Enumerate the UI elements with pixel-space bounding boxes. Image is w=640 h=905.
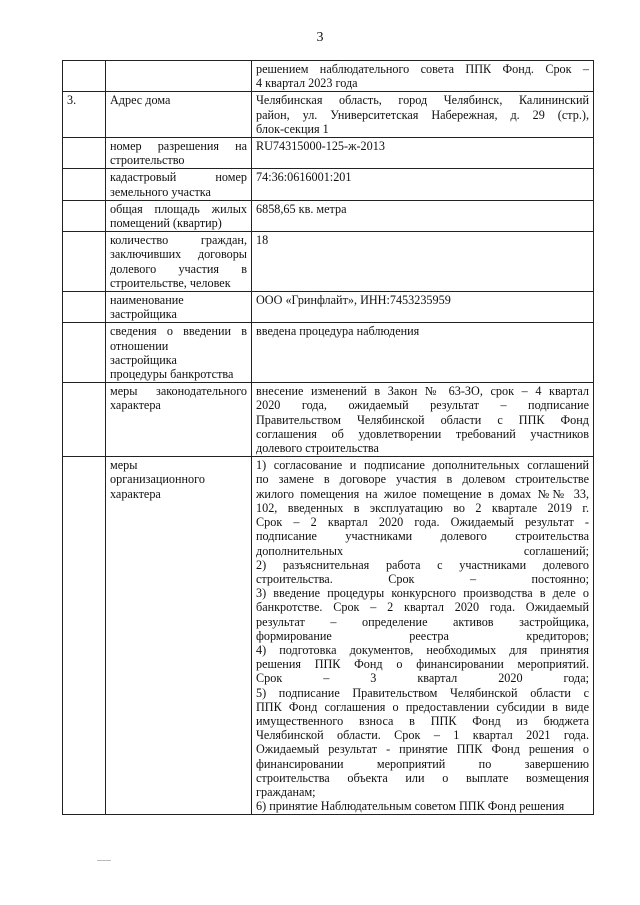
row-value-line: ООО «Гринфлайт», ИНН:7453235959 <box>256 293 451 308</box>
table-row <box>63 61 594 92</box>
row-label-line: характера <box>110 486 161 501</box>
row-value-line: банкротстве. Срок – 2 квартал 2020 года. Ожидаемый <box>256 600 589 615</box>
row-value-line: район, ул. Университетская Набережная, д. 29 (стр.), <box>256 107 589 122</box>
row-value-line: подписание участниками долевого строительства <box>256 529 589 544</box>
row-value-line: дополнительных соглашений; <box>256 543 589 558</box>
row-label <box>106 169 252 200</box>
row-value <box>252 323 594 383</box>
row-label-line: общая площадь жилых <box>110 201 247 216</box>
row-value-line: долевого строительства <box>256 441 379 456</box>
row-label-line: земельного участка <box>110 184 211 199</box>
row-value-line: по замене в договоре участия в долевом строительстве <box>256 472 589 487</box>
row-value <box>252 232 594 292</box>
row-value-line: 6858,65 кв. метра <box>256 201 347 216</box>
row-value-line: финансировании мероприятий по завершению <box>256 756 589 771</box>
row-label <box>106 457 252 815</box>
row-label-line: строительстве, человек <box>110 275 231 290</box>
document-table <box>62 60 594 815</box>
row-value-line: гражданам; <box>256 784 316 799</box>
row-value-line: 1) согласование и подписание дополнительных соглашений <box>256 458 589 473</box>
row-value-line: 74:36:0616001:201 <box>256 170 352 185</box>
row-value-line: результат – определение активов застройщика, <box>256 614 589 629</box>
row-value-line: блок-секция 1 <box>256 121 329 136</box>
row-number <box>63 383 106 457</box>
row-value-line: 102, введенных в эксплуатацию во 2 квартале 2019 г. <box>256 500 589 515</box>
row-label-line: заключивших договоры <box>110 247 247 262</box>
row-label-line: наименование <box>110 293 184 308</box>
row-value-line: Челябинской области. Срок – 1 квартал 2021 года. <box>256 728 589 743</box>
row-value-line: введена процедура наблюдения <box>256 324 420 339</box>
row-label-line: застройщика <box>110 352 177 367</box>
row-value <box>252 457 594 815</box>
row-value-line: 4) подготовка документов, необходимых для принятия <box>256 642 589 657</box>
row-label-line: количество граждан, <box>110 233 247 248</box>
table-row <box>63 92 594 138</box>
row-label-line: застройщика <box>110 307 177 322</box>
row-number <box>63 323 106 383</box>
row-value-line: соглашения об удовлетворении требований участников <box>256 426 589 441</box>
table-row <box>63 457 594 815</box>
row-value-line: 6) принятие Наблюдательным советом ППК Фонд решения <box>256 799 565 814</box>
row-value-line: Челябинская область, город Челябинск, Калининский <box>256 93 589 108</box>
table-row <box>63 200 594 231</box>
row-value-line: Срок – 3 квартал 2020 года; <box>256 671 589 686</box>
row-value-line: решения ППК Фонд о финансировании мероприятий. <box>256 657 589 672</box>
row-value-line: 3) введение процедуры конкурсного производства в деле о <box>256 586 589 601</box>
row-value-line: решением наблюдательного совета ППК Фонд. Срок – <box>256 62 589 76</box>
row-value-line: 18 <box>256 233 269 248</box>
row-value-line: RU74315000-125-ж-2013 <box>256 139 385 154</box>
row-value-line: жилого помещения на жилое помещение в домах №№ 33, <box>256 486 589 501</box>
row-label <box>106 292 252 323</box>
row-label <box>106 200 252 231</box>
table-row <box>63 232 594 292</box>
table-row <box>63 292 594 323</box>
document-table-body <box>63 61 594 815</box>
row-label <box>106 232 252 292</box>
row-value-line: строительства объекта или о выплате возмещения <box>256 770 589 785</box>
row-value-line: формирование реестра кредиторов; <box>256 628 589 643</box>
row-value-line: 2) разъяснительная работа с участниками долевого <box>256 557 589 572</box>
row-label-line: долевого участия в <box>110 261 247 276</box>
row-number <box>63 61 106 92</box>
row-label-line: меры законодательного <box>110 384 247 399</box>
scan-mark <box>97 860 111 861</box>
row-number <box>63 232 106 292</box>
table-row <box>63 138 594 169</box>
row-value <box>252 383 594 457</box>
row-value-line: строительства. Срок – постоянно; <box>256 571 589 586</box>
row-number: 3. <box>63 92 106 138</box>
row-value <box>252 200 594 231</box>
row-value <box>252 61 594 92</box>
row-label <box>106 138 252 169</box>
row-label-line: организационного <box>110 472 205 487</box>
row-label-line: отношении <box>110 338 169 353</box>
row-value <box>252 169 594 200</box>
row-label <box>106 323 252 383</box>
row-number <box>63 169 106 200</box>
row-value-line: Ожидаемый результат - принятие ППК Фонд решения о <box>256 742 589 757</box>
row-label-line: характера <box>110 398 161 413</box>
table-row <box>63 323 594 383</box>
table-row <box>63 169 594 200</box>
row-label-line: кадастровый номер <box>110 170 247 185</box>
row-label <box>106 61 252 92</box>
row-value-line: Правительством Челябинской области с ППК Фонд <box>256 412 589 427</box>
row-label-line: строительство <box>110 153 185 168</box>
row-value-line: 2020 года, ожидаемый результат – подписание <box>256 398 589 413</box>
row-value-line: имущественного взноса в ППК Фонд из бюджета <box>256 713 589 728</box>
row-number <box>63 457 106 815</box>
row-value-line: Срок – 2 квартал 2020 года. Ожидаемый результат - <box>256 515 589 530</box>
table-row <box>63 383 594 457</box>
row-value <box>252 292 594 323</box>
row-value <box>252 138 594 169</box>
row-label-line: меры <box>110 458 138 473</box>
page-number: 3 <box>316 30 324 45</box>
row-label <box>106 383 252 457</box>
row-label-line: процедуры банкротства <box>110 367 234 382</box>
row-number <box>63 138 106 169</box>
row-number <box>63 200 106 231</box>
row-label-line: Адрес дома <box>110 93 171 108</box>
row-label-line: сведения о введении в <box>110 324 247 339</box>
row-value-line: 5) подписание Правительством Челябинской области с <box>256 685 589 700</box>
row-label <box>106 92 252 138</box>
row-label-line: номер разрешения на <box>110 139 247 154</box>
row-number <box>63 292 106 323</box>
row-value-line: 4 квартал 2023 года <box>256 76 358 91</box>
row-value-line: ППК Фонд соглашения о предоставлении субсидии в виде <box>256 699 589 714</box>
row-label-line: помещений (квартир) <box>110 216 222 231</box>
row-value-line: внесение изменений в Закон № 63-ЗО, срок – 4 квартал <box>256 384 589 399</box>
row-value <box>252 92 594 138</box>
